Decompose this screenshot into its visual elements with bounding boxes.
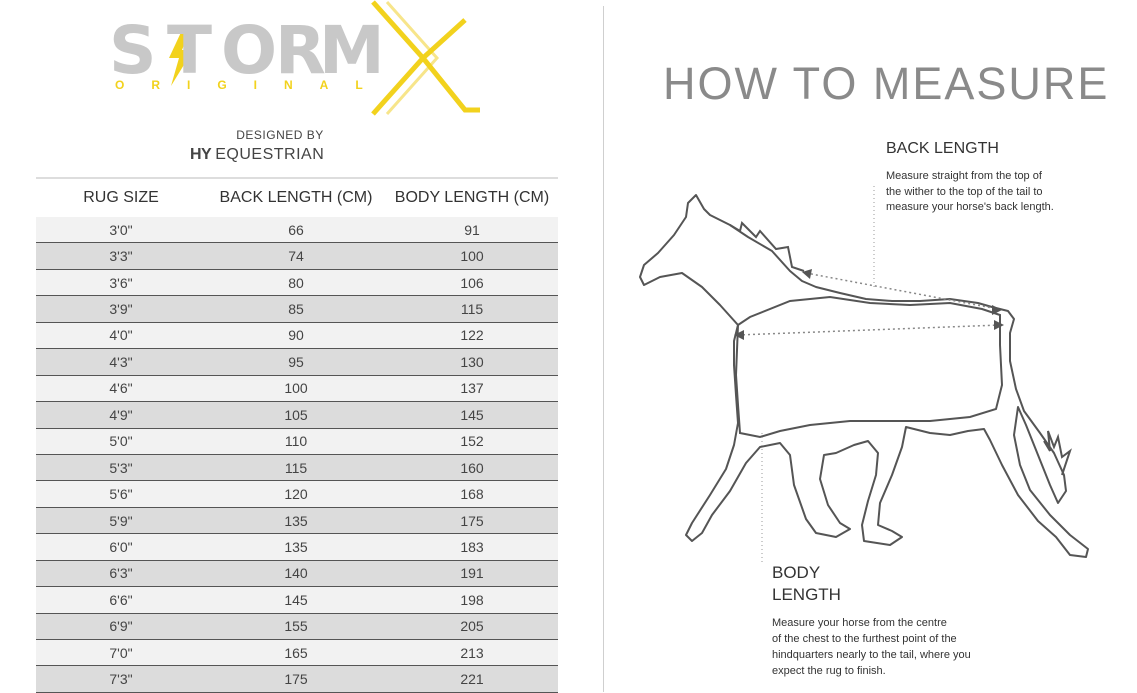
cell-rug-size: 5'6" — [109, 486, 133, 503]
cell-back-length: 85 — [288, 301, 304, 318]
cell-body-length: 221 — [460, 671, 484, 688]
table-row — [36, 429, 558, 455]
body-desc-line: expect the rug to finish. — [772, 665, 886, 677]
brand-name — [190, 146, 400, 164]
table-row — [36, 243, 558, 269]
cell-rug-size: 4'9" — [109, 406, 133, 423]
logo-letter-r: R — [275, 12, 324, 89]
back-desc-line: the wither to the top of the tail to — [886, 185, 1043, 198]
designed-by-label: DESIGNED BY — [236, 128, 324, 142]
table-row — [36, 455, 558, 481]
back-desc-line: measure your horse's back length. — [886, 201, 1054, 213]
cell-rug-size: 7'3" — [109, 671, 133, 688]
table-row — [36, 666, 558, 692]
table-row — [36, 587, 558, 613]
cell-body-length: 183 — [460, 538, 484, 555]
cell-rug-size: 7'0" — [109, 644, 133, 661]
table-row — [36, 376, 558, 402]
column-header-rug-size: RUG SIZE — [83, 189, 159, 206]
cell-body-length: 106 — [460, 274, 484, 291]
table-row — [36, 217, 558, 243]
cell-rug-size: 3'9" — [109, 301, 133, 318]
cell-rug-size: 5'9" — [109, 512, 133, 529]
cell-body-length: 100 — [460, 248, 484, 265]
storm-original-logo — [105, 0, 495, 120]
x-chevron-right — [423, 20, 480, 110]
table-row — [36, 561, 558, 587]
table-row — [36, 296, 558, 322]
cell-rug-size: 3'6" — [109, 274, 133, 291]
cell-body-length: 115 — [460, 301, 484, 318]
cell-rug-size: 4'3" — [109, 353, 133, 370]
cell-body-length: 145 — [460, 406, 484, 423]
cell-back-length: 74 — [288, 248, 304, 265]
body-desc-line: Measure your horse from the centre — [772, 617, 947, 629]
horse-tail-tuft — [1044, 431, 1070, 475]
table-row — [36, 640, 558, 666]
cell-back-length: 135 — [284, 512, 308, 529]
body-heading-line: BODY — [772, 563, 821, 582]
logo-original-word: ORIGINAL — [115, 78, 390, 92]
cell-body-length: 175 — [460, 512, 484, 529]
page-title: HOW TO MEASURE — [663, 58, 1110, 109]
table-row — [36, 349, 558, 375]
body-desc-line: hindquarters nearly to the tail, where you — [772, 649, 971, 661]
cell-back-length: 165 — [284, 644, 308, 661]
cell-body-length: 152 — [460, 433, 484, 450]
cell-back-length: 140 — [284, 565, 308, 582]
table-body — [36, 217, 558, 693]
cell-back-length: 80 — [288, 274, 304, 291]
cell-rug-size: 5'0" — [109, 433, 133, 450]
body-length-arrow-line — [738, 325, 1000, 335]
column-header-body-length: BODY LENGTH (CM) — [394, 189, 550, 206]
body-heading-line: LENGTH — [772, 585, 841, 604]
cell-body-length: 160 — [460, 459, 484, 476]
cell-body-length: 91 — [464, 221, 480, 238]
body-desc-line: of the chest to the furthest point of the — [772, 633, 957, 645]
cell-back-length: 135 — [284, 538, 308, 555]
cell-back-length: 66 — [288, 221, 304, 238]
logo-letter-o: O — [221, 12, 276, 89]
table-row — [36, 323, 558, 349]
cell-back-length: 90 — [288, 327, 304, 344]
body-length-description — [772, 615, 992, 679]
cell-rug-size: 4'6" — [109, 380, 133, 397]
cell-back-length: 105 — [284, 406, 308, 423]
table-row — [36, 270, 558, 296]
cell-rug-size: 5'3" — [109, 459, 133, 476]
brand-equestrian: EQUESTRIAN — [215, 146, 325, 163]
cell-body-length: 130 — [460, 353, 484, 370]
table-row — [36, 508, 558, 534]
column-divider — [603, 6, 604, 692]
column-header-back-length: BACK LENGTH (CM) — [219, 189, 373, 206]
table-row — [36, 614, 558, 640]
back-desc-line: Measure straight from the top of — [886, 170, 1042, 182]
cell-body-length: 205 — [460, 618, 484, 635]
table-header — [36, 179, 558, 217]
cell-back-length: 95 — [288, 353, 304, 370]
cell-back-length: 175 — [284, 671, 308, 688]
horse-diagram — [630, 185, 1100, 565]
table-row — [36, 534, 558, 560]
cell-body-length: 198 — [460, 591, 484, 608]
cell-rug-size: 6'3" — [109, 565, 133, 582]
table-row — [36, 481, 558, 507]
logo-letter-m: M — [319, 12, 383, 89]
cell-back-length: 145 — [284, 591, 308, 608]
rug-size-table — [36, 177, 558, 693]
cell-body-length: 191 — [460, 565, 484, 582]
cell-body-length: 213 — [460, 644, 484, 661]
table-row — [36, 402, 558, 428]
x-chevron-left-inner — [387, 2, 437, 114]
cell-rug-size: 6'9" — [109, 618, 133, 635]
brand-hy: HY — [190, 146, 212, 163]
cell-body-length: 168 — [460, 486, 484, 503]
cell-back-length: 115 — [284, 459, 308, 476]
cell-body-length: 137 — [460, 380, 484, 397]
cell-body-length: 122 — [460, 327, 484, 344]
cell-back-length: 155 — [284, 618, 308, 635]
cell-rug-size: 6'0" — [109, 538, 133, 555]
cell-rug-size: 3'3" — [109, 248, 133, 265]
horse-outline — [640, 195, 1088, 557]
cell-rug-size: 3'0" — [109, 221, 133, 238]
logo-letter-t: T — [167, 12, 211, 89]
cell-back-length: 110 — [284, 433, 308, 450]
cell-back-length: 100 — [284, 380, 308, 397]
body-length-heading — [772, 562, 892, 606]
cell-rug-size: 6'6" — [109, 591, 133, 608]
logo-letter-s: S — [109, 12, 155, 89]
rug-outline — [736, 297, 1002, 437]
back-length-heading: BACK LENGTH — [886, 140, 999, 157]
cell-rug-size: 4'0" — [109, 327, 133, 344]
cell-back-length: 120 — [284, 486, 308, 503]
